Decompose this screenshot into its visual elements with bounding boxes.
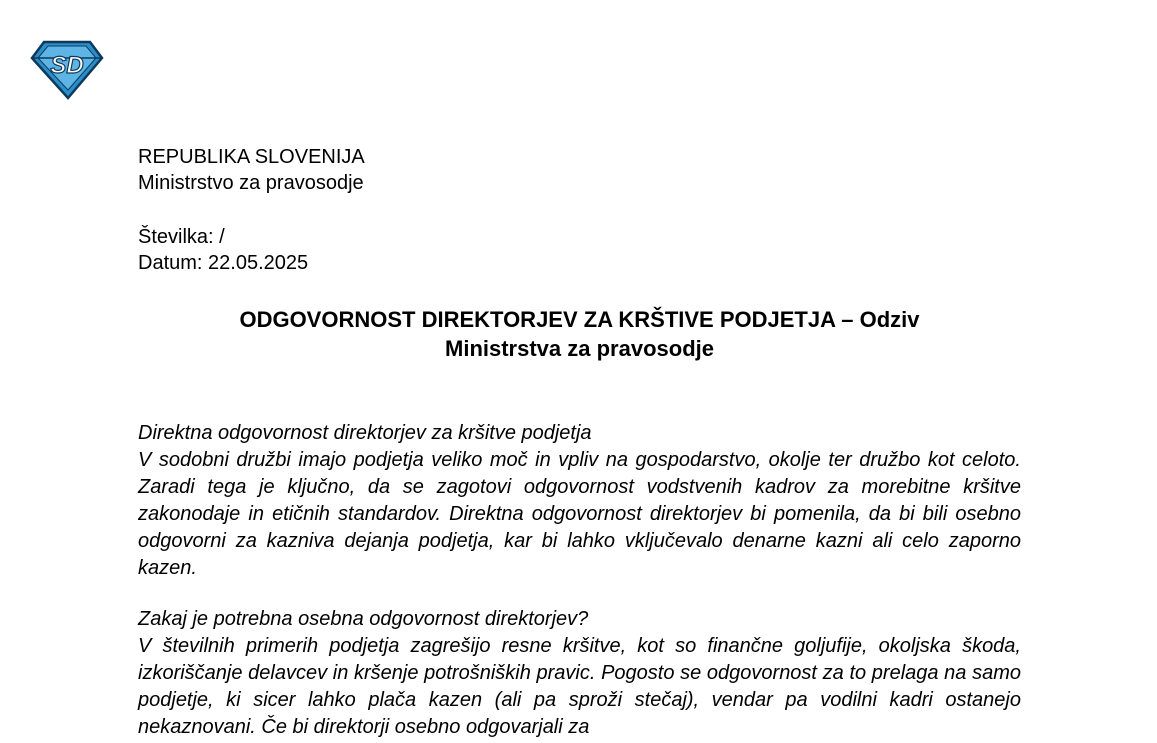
logo-letters: SD (50, 52, 84, 79)
document-meta (138, 224, 308, 276)
section-why-personal-responsibility (138, 606, 1021, 741)
document-number: Številka: / (138, 226, 225, 248)
letterhead (138, 144, 365, 196)
section-paragraph: V sodobni družbi imajo podjetja veliko moč in vpliv na gospodarstvo, okolje ter družbo kot celoto. Zaradi tega je ključno, da se zagotovi odgovornost vodstvenih kadrov za morebitne kršitve zakonodaje in etičnih standardov. Direktna odgovornost direktorjev bi pomenila, da bi bili osebno odgovorni za kazniva dejanja podjetja, kar bi lahko vključevalo denarne kazni ali celo zaporno kazen. (138, 449, 1021, 579)
title-line-2: Ministrstva za pravosodje (445, 336, 714, 361)
section-heading: Zakaj je potrebna osebna odgovornost direktorjev? (138, 608, 589, 630)
country-name: REPUBLIKA SLOVENIJA (138, 146, 365, 168)
document-date: Datum: 22.05.2025 (138, 252, 309, 274)
title-line-1: ODGOVORNOST DIREKTORJEV ZA KRŠTIVE PODJETJA – Odziv (239, 307, 920, 332)
ministry-name: Ministrstvo za pravosodje (138, 172, 364, 194)
document-title (138, 305, 1021, 363)
sd-logo-icon (30, 40, 104, 100)
section-paragraph: V številnih primerih podjetja zagrešijo resne kršitve, kot so finančne goljufije, okoljska škoda, izkoriščanje delavcev in kršenje potrošniških pravic. Pogosto se odgovornost za to prelaga na samo podjetje, ki sicer lahko plača kazen (ali pa sproži stečaj), vendar pa vodilni kadri ostanejo nekaznovani. Če bi direktorji osebno odgovarjali za (138, 635, 1021, 738)
section-direct-responsibility (138, 420, 1021, 582)
section-heading: Direktna odgovornost direktorjev za kršitve podjetja (138, 422, 592, 444)
